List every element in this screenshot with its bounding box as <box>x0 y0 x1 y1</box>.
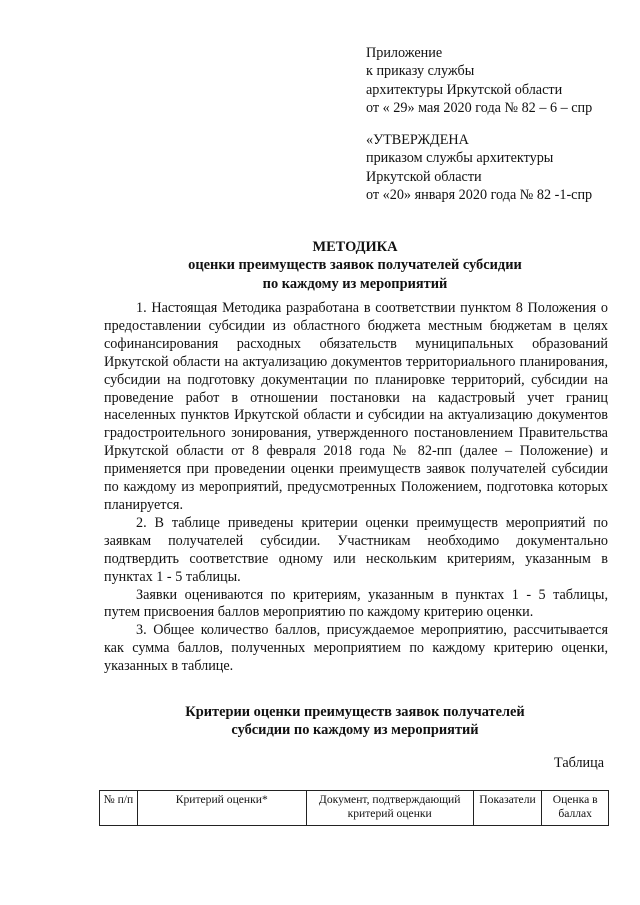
title-main: МЕТОДИКА <box>312 239 398 255</box>
paragraph-3: Заявки оцениваются по критериям, указанным в пунктах 1 - 5 таблицы, путем присвоения баллов мероприятию по каждому критерию оценки. <box>104 586 608 621</box>
document-title <box>95 238 615 293</box>
header-document: Документ, подтверждающий критерий оценки <box>306 791 473 826</box>
title-subtitle-2: по каждому из мероприятий <box>262 275 448 292</box>
appendix-line: от « 29» мая 2020 года № 82 – 6 – спр <box>366 99 593 116</box>
criteria-heading-line: субсидии по каждому из мероприятий <box>231 722 479 739</box>
appendix-line: архитектуры Иркутской области <box>366 81 563 98</box>
paragraph-4: 3. Общее количество баллов, присуждаемое мероприятию, рассчитывается как сумма баллов, полученных мероприятием по каждому критерию оценки, указанных в таблице. <box>104 622 608 675</box>
approved-line: «УТВЕРЖДЕНА <box>366 132 469 148</box>
header-number: № п/п <box>100 791 138 826</box>
header-indicators: Показатели <box>473 791 542 826</box>
criteria-heading <box>95 703 615 740</box>
appendix-line: к приказу службы <box>366 63 475 80</box>
approved-line: от «20» января 2020 года № 82 -1-спр <box>366 186 593 203</box>
header-criterion: Критерий оценки* <box>137 791 306 826</box>
header-score: Оценка в баллах <box>542 791 609 826</box>
appendix-block <box>366 44 592 117</box>
title-subtitle: оценки преимуществ заявок получателей субсидии <box>188 257 522 274</box>
appendix-line: Приложение <box>366 45 443 61</box>
approved-line: Иркутской области <box>366 168 482 185</box>
criteria-heading-line: Критерии оценки преимуществ заявок получателей <box>185 704 525 720</box>
paragraph-1: 1. Настоящая Методика разработана в соответствии пунктом 8 Положения о предоставлении субсидии из областного бюджета местным бюджетам в целях софинансирования расходных обязательств муниципальных образований Иркутской области на актуализацию документов территориального планирования, субсидии на подготовку документации по планировке территорий, субсидии на проведение работ в отношении постановки на кадастровый учет границ населенных пунктов Иркутской области и субсидии на актуализацию документов градостроительного зонирования, утвержденного постановлением Правительства Иркутской области от 8 февраля 2018 года № 82-пп (далее – Положение) и применяется при проведении оценки преимуществ заявок получателей субсидии по каждому из мероприятий, предусмотренных Положением, подготовка которых планируется. <box>104 300 608 513</box>
criteria-table <box>99 790 609 826</box>
paragraph-2: 2. В таблице приведены критерии оценки преимуществ мероприятий по заявкам получателей субсидии. Участникам необходимо документально подтвердить соответствие одному или нескольким критериям, указанным в пунктах 1 - 5 таблицы. <box>104 514 608 585</box>
table-header-row <box>100 791 609 826</box>
document-body <box>104 300 608 676</box>
approved-line: приказом службы архитектуры <box>366 150 554 167</box>
approved-block <box>366 131 592 204</box>
table-label: Таблица <box>554 755 605 771</box>
